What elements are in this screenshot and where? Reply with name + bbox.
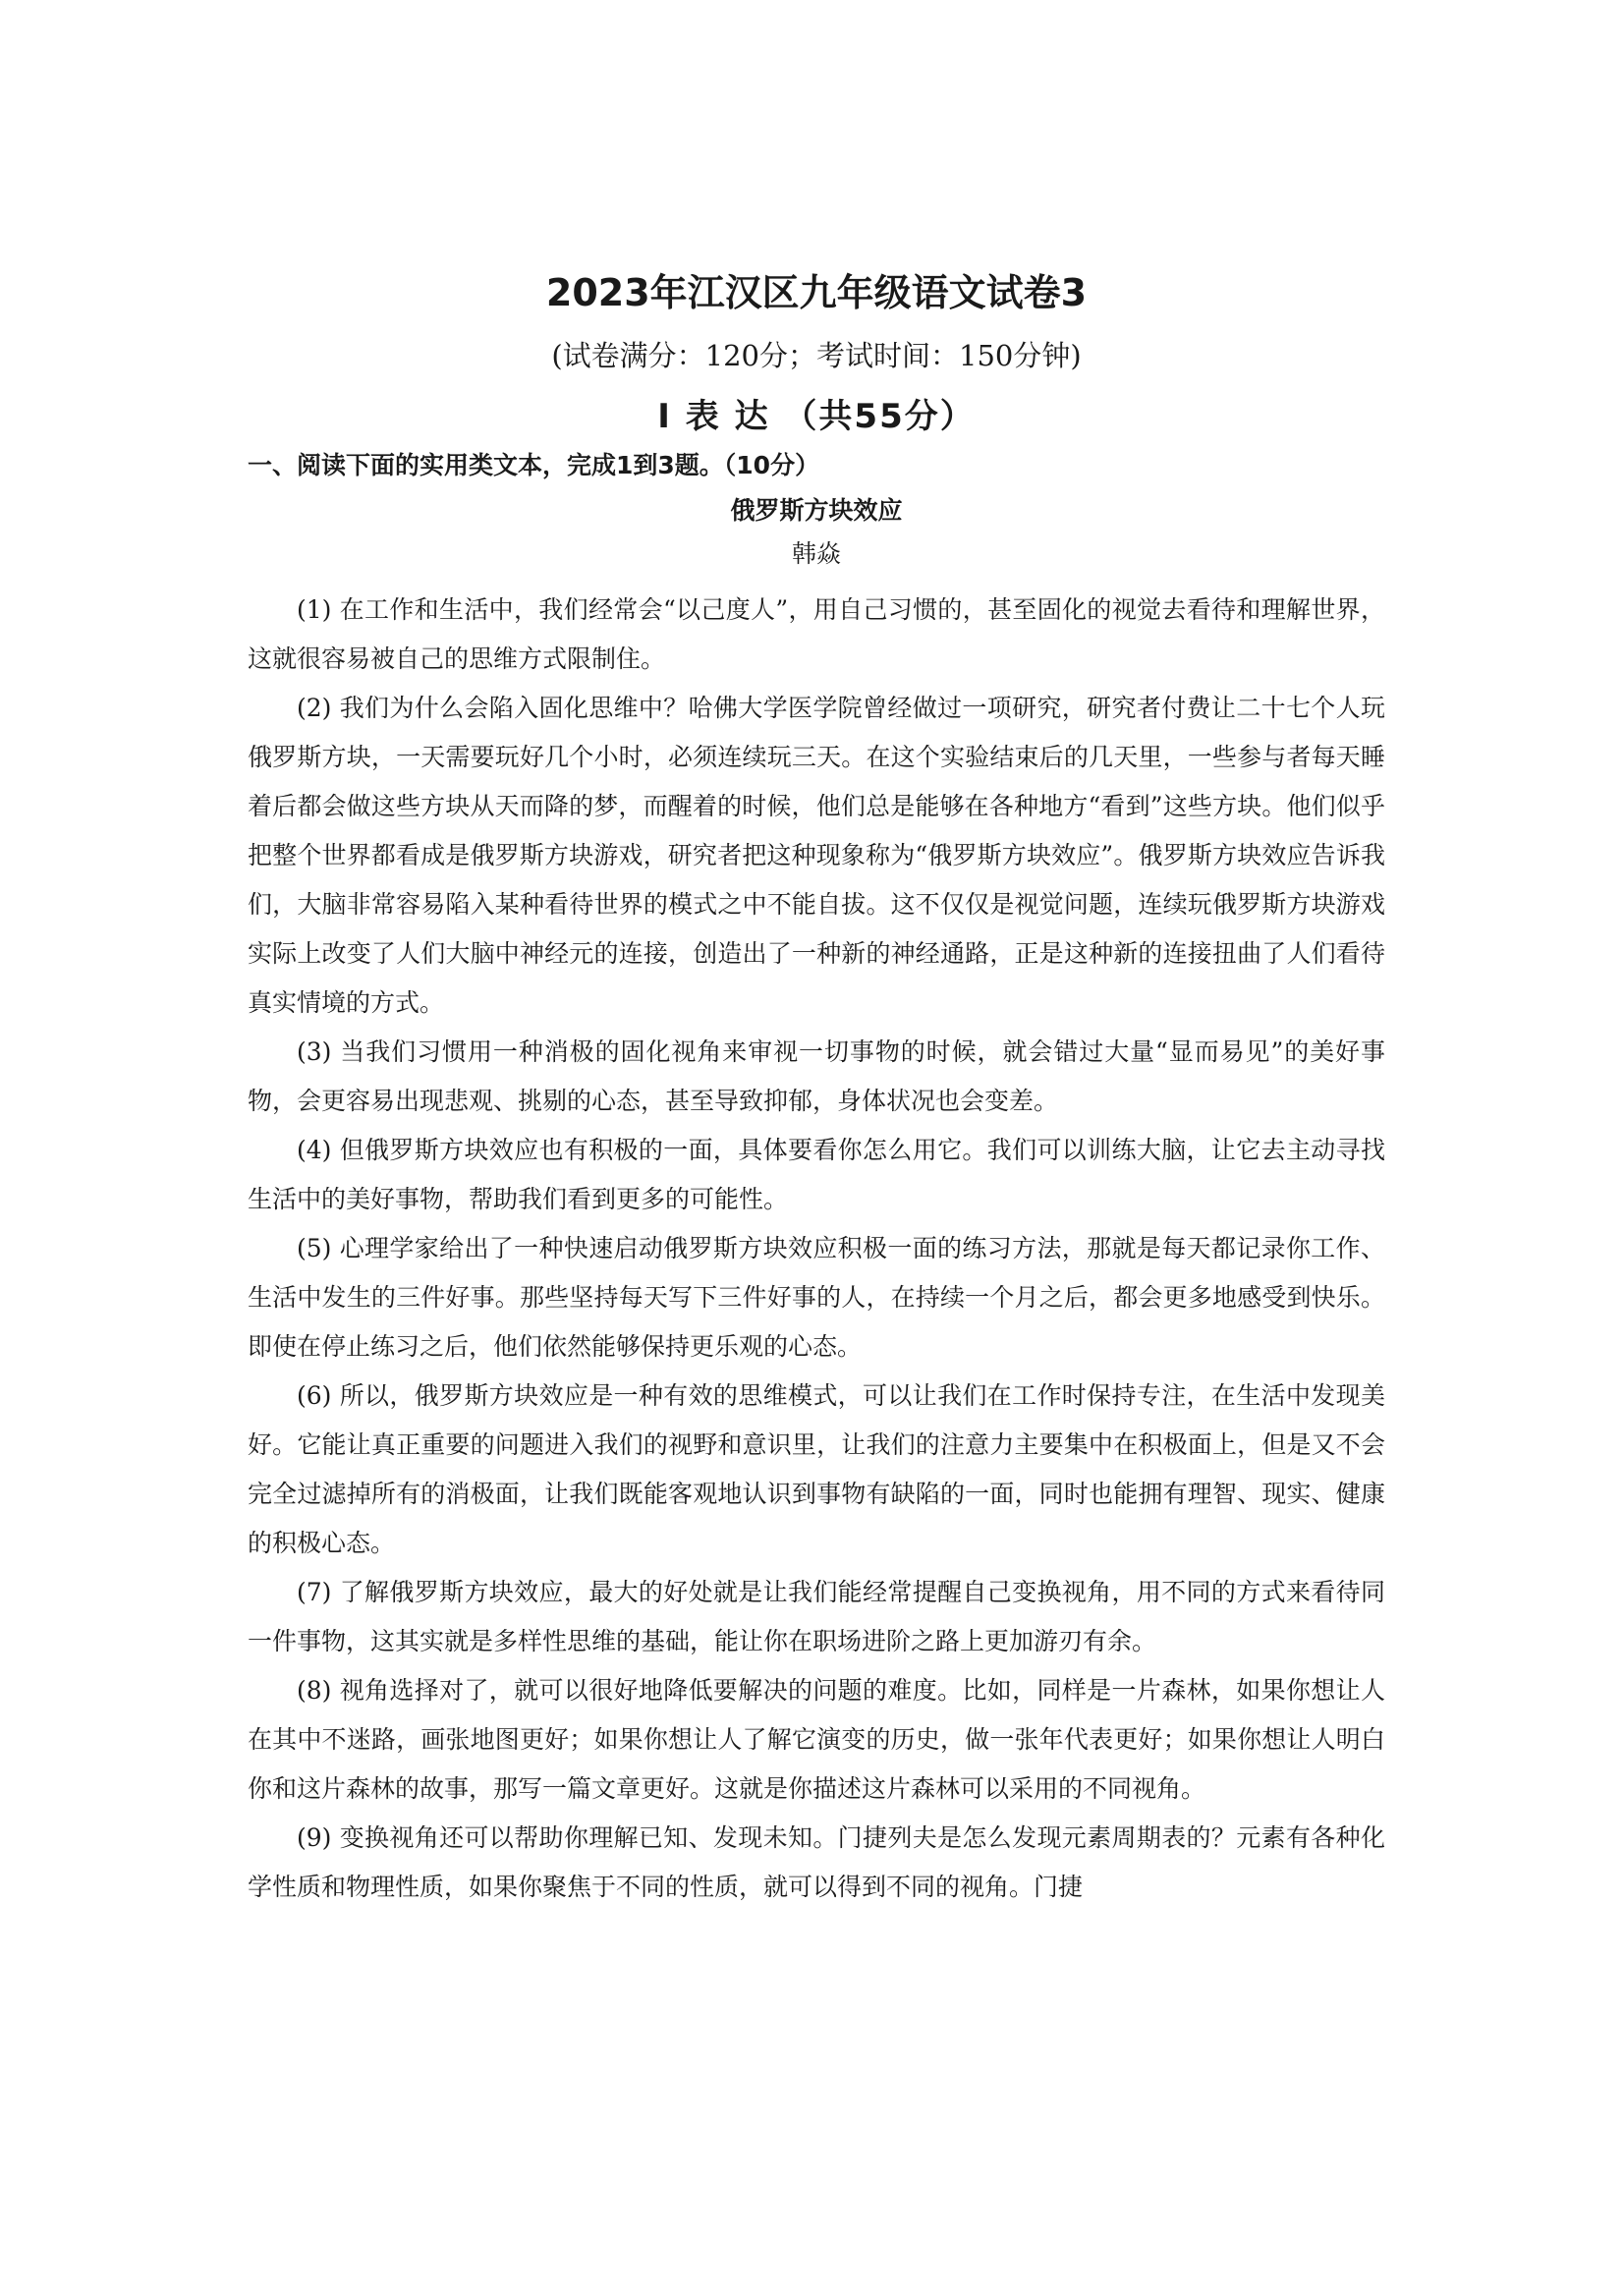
paragraph-4: (4) 但俄罗斯方块效应也有积极的一面，具体要看你怎么用它。我们可以训练大脑，让它去主动寻找生活中的美好事物，帮助我们看到更多的可能性。 <box>248 1136 1385 1213</box>
paragraph-6: (6) 所以，俄罗斯方块效应是一种有效的思维模式，可以让我们在工作时保持专注，在生活中发现美好。它能让真正重要的问题进入我们的视野和意识里，让我们的注意力主要集中在积极面上，但是又不会完全过滤掉所有的消极面，让我们既能客观地认识到事物有缺陷的一面，同时也能拥有理智、现实、健康的积极心态。 <box>248 1381 1385 1557</box>
paragraph-3: (3) 当我们习惯用一种消极的固化视角来审视一切事物的时候，就会错过大量“显而易见”的美好事物，会更容易出现悲观、挑剔的心态，甚至导致抑郁，身体状况也会变差。 <box>248 1037 1385 1115</box>
paragraph-7: (7) 了解俄罗斯方块效应，最大的好处就是让我们能经常提醒自己变换视角，用不同的方式来看待同一件事物，这其实就是多样性思维的基础，能让你在职场进阶之路上更加游刃有余。 <box>248 1578 1385 1655</box>
paragraph-8: (8) 视角选择对了，就可以很好地降低要解决的问题的难度。比如，同样是一片森林，如果你想让人在其中不迷路，画张地图更好；如果你想让人了解它演变的历史，做一张年代表更好；如果你想让人明白你和这片森林的故事，那写一篇文章更好。这就是你描述这片森林可以采用的不同视角。 <box>248 1676 1385 1803</box>
question-instruction: 一、阅读下面的实用类文本，完成1到3题。（10分） <box>248 451 820 479</box>
article-author: 韩焱 <box>791 539 841 568</box>
exam-subtitle: (试卷满分：120分；考试时间：150分钟) <box>551 339 1082 372</box>
exam-page <box>248 267 1385 1912</box>
paragraph-5: (5) 心理学家给出了一种快速启动俄罗斯方块效应积极一面的练习方法，那就是每天都记录你工作、生活中发生的三件好事。那些坚持每天写下三件好事的人，在持续一个月之后，都会更多地感受到快乐。即使在停止练习之后，他们依然能够保持更乐观的心态。 <box>248 1234 1385 1361</box>
exam-title: 2023年江汉区九年级语文试卷3 <box>545 271 1088 314</box>
article-body <box>248 586 1385 1912</box>
paragraph-2: (2) 我们为什么会陷入固化思维中？哈佛大学医学院曾经做过一项研究，研究者付费让二十七个人玩俄罗斯方块，一天需要玩好几个小时，必须连续玩三天。在这个实验结束后的几天里，一些参与者每天睡着后都会做这些方块从天而降的梦，而醒着的时候，他们总是能够在各种地方“看到”这些方块。他们似乎把整个世界都看成是俄罗斯方块游戏，研究者把这种现象称为“俄罗斯方块效应”。俄罗斯方块效应告诉我们，大脑非常容易陷入某种看待世界的模式之中不能自拔。这不仅仅是视觉问题，连续玩俄罗斯方块游戏实际上改变了人们大脑中神经元的连接，创造出了一种新的神经通路，正是这种新的连接扭曲了人们看待真实情境的方式。 <box>248 694 1385 1017</box>
article-title: 俄罗斯方块效应 <box>730 496 903 525</box>
paragraph-1: (1) 在工作和生活中，我们经常会“以己度人”，用自己习惯的，甚至固化的视觉去看待和理解世界，这就很容易被自己的思维方式限制住。 <box>248 595 1385 673</box>
section-heading: Ⅰ 表 达 （共55分） <box>657 397 976 436</box>
paragraph-9: (9) 变换视角还可以帮助你理解已知、发现未知。门捷列夫是怎么发现元素周期表的？元素有各种化学性质和物理性质，如果你聚焦于不同的性质，就可以得到不同的视角。门捷 <box>248 1823 1385 1901</box>
